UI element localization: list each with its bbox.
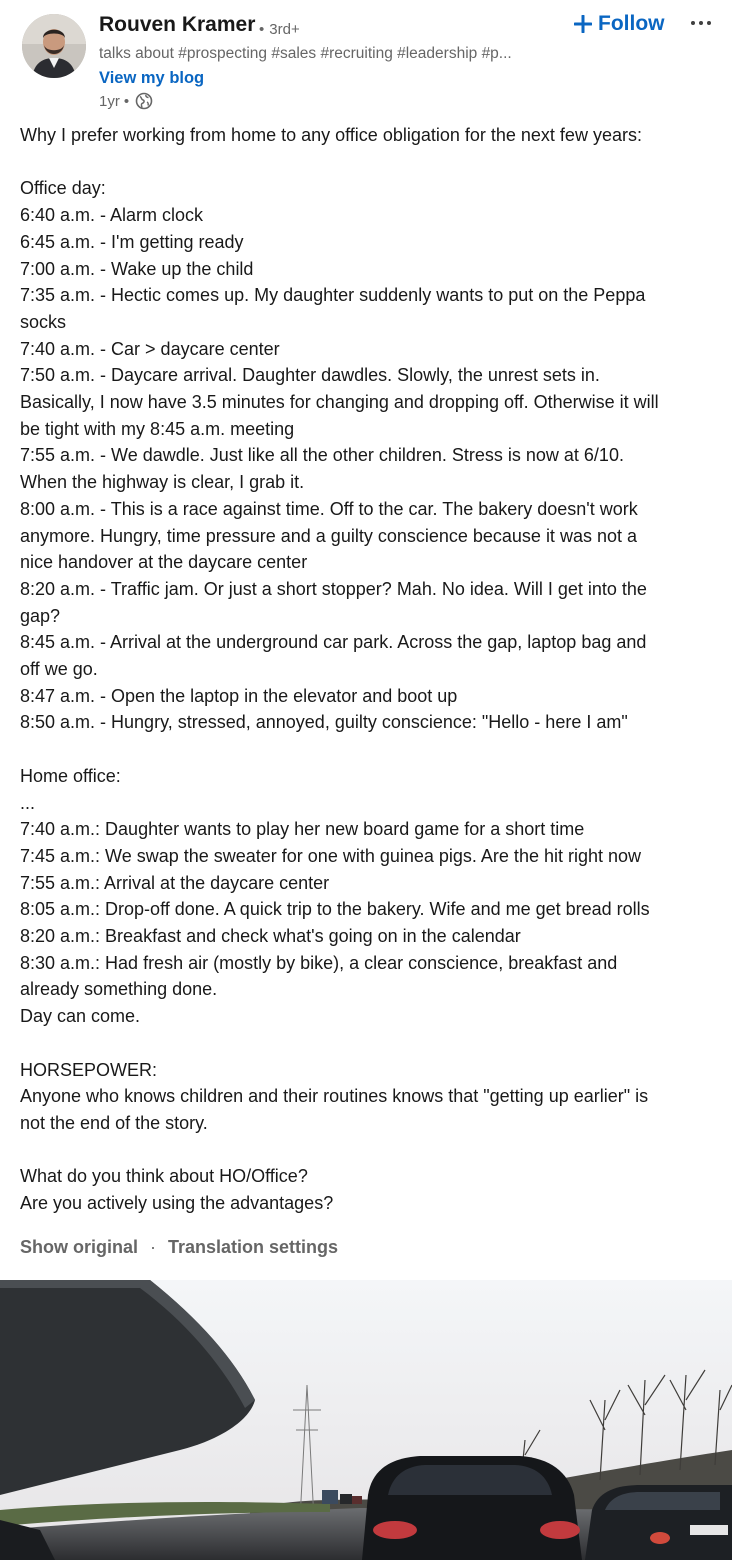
- post-line: Day can come.: [20, 1006, 141, 1027]
- post-line: 8:05 a.m.: Drop-off done. A quick trip to the bakery. Wife and me get bread rolls: [20, 899, 650, 920]
- post-line: 6:45 a.m. - I'm getting ready: [20, 231, 244, 252]
- post-line: When the highway is clear, I grab it.: [20, 472, 305, 493]
- author-name[interactable]: Rouven Kramer: [99, 13, 256, 36]
- post-line: 7:40 a.m.: Daughter wants to play her new board game for a short time: [20, 819, 585, 840]
- follow-label: Follow: [598, 12, 665, 35]
- author-avatar[interactable]: [22, 14, 86, 78]
- post-line: 6:40 a.m. - Alarm clock: [20, 205, 204, 226]
- post-line: [20, 736, 720, 763]
- post-line: 7:50 a.m. - Daycare arrival. Daughter dawdles. Slowly, the unrest sets in.: [20, 365, 600, 386]
- time-separator: •: [123, 92, 130, 110]
- degree-label: 3rd+: [269, 21, 300, 38]
- translation-bar: [20, 1237, 338, 1258]
- post-line: 8:20 a.m.: Breakfast and check what's going on in the calendar: [20, 926, 521, 947]
- show-original-button[interactable]: Show original: [20, 1237, 139, 1257]
- post-line: Home office:: [20, 765, 121, 786]
- post-line: HORSEPOWER:: [20, 1059, 158, 1080]
- translation-settings-button[interactable]: Translation settings: [168, 1237, 339, 1257]
- translation-separator: ·: [150, 1237, 157, 1257]
- post-text: [20, 122, 720, 1217]
- post-line: 7:45 a.m.: We swap the sweater for one with guinea pigs. Are the hit right now: [20, 845, 642, 866]
- globe-icon: [135, 92, 153, 110]
- post-line: Office day:: [20, 178, 106, 199]
- post-line: not the end of the story.: [20, 1112, 208, 1133]
- post-line: socks: [20, 311, 67, 332]
- post-line: Why I prefer working from home to any office obligation for the next few years:: [20, 125, 642, 145]
- post-line: 7:55 a.m.: Arrival at the daycare center: [20, 872, 330, 893]
- post-line: be tight with my 8:45 a.m. meeting: [20, 418, 295, 439]
- post-line: 8:47 a.m. - Open the laptop in the elevator and boot up: [20, 685, 458, 706]
- post-line: 7:35 a.m. - Hectic comes up. My daughter suddenly wants to put on the Peppa: [20, 285, 646, 306]
- post-line: 7:40 a.m. - Car > daycare center: [20, 338, 280, 359]
- traffic-jam-photo[interactable]: [0, 1280, 732, 1560]
- post-line: 7:55 a.m. - We dawdle. Just like all the other children. Stress is now at 6/10.: [20, 445, 624, 466]
- post-line: already something done.: [20, 979, 218, 1000]
- post-line: 7:00 a.m. - Wake up the child: [20, 258, 254, 279]
- post-line: [20, 1137, 720, 1164]
- post-line: nice handover at the daycare center: [20, 552, 308, 573]
- author-headline: talks about #prospecting #sales #recruiting #leadership #p...: [99, 45, 512, 62]
- degree-separator: •: [259, 21, 265, 38]
- post-line: gap?: [20, 605, 61, 626]
- post-line: off we go.: [20, 659, 98, 680]
- post-line: 8:20 a.m. - Traffic jam. Or just a short stopper? Mah. No idea. Will I get into the: [20, 578, 647, 599]
- post-line: 8:50 a.m. - Hungry, stressed, annoyed, guilty conscience: "Hello - here I am": [20, 712, 628, 733]
- post-meta: [99, 92, 153, 110]
- more-horizontal-icon: [690, 14, 712, 29]
- connection-degree: [259, 21, 300, 38]
- post-line: ...: [20, 792, 36, 813]
- post-line: 8:00 a.m. - This is a race against time. Off to the car. The bakery doesn't work: [20, 498, 638, 519]
- post-time: 1yr: [99, 92, 120, 110]
- follow-button[interactable]: [572, 8, 667, 40]
- more-options-button[interactable]: [686, 6, 716, 36]
- post-line: 8:30 a.m.: Had fresh air (mostly by bike), a clear conscience, breakfast and: [20, 952, 618, 973]
- post-line: 8:45 a.m. - Arrival at the underground car park. Across the gap, laptop bag and: [20, 632, 647, 653]
- post-line: Basically, I now have 3.5 minutes for changing and dropping off. Otherwise it will: [20, 392, 659, 413]
- author-photo: [22, 14, 86, 78]
- post-line: Anyone who knows children and their routines knows that "getting up earlier" is: [20, 1086, 649, 1107]
- post-line: [20, 149, 720, 176]
- post-line: anymore. Hungry, time pressure and a guilty conscience because it was not a: [20, 525, 637, 546]
- view-blog-link[interactable]: View my blog: [99, 69, 205, 87]
- post-line: What do you think about HO/Office?: [20, 1166, 308, 1187]
- plus-icon: [574, 11, 592, 37]
- post-line: Are you actively using the advantages?: [20, 1193, 334, 1214]
- post-line: [20, 1030, 720, 1057]
